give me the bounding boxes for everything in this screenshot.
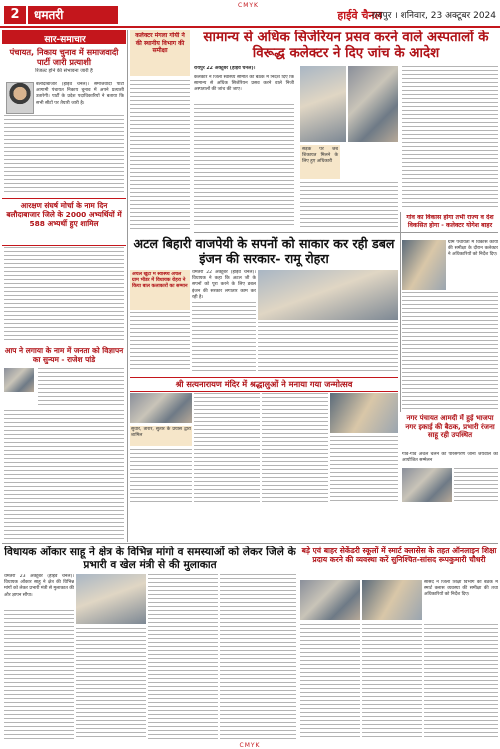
cmyk-mark: CMYK xyxy=(238,2,259,9)
dateline: रायपुर । शनिवार, 23 अक्टूबर 2024 xyxy=(371,11,496,21)
top-story-photo-b xyxy=(348,66,398,142)
second-story-side-title: अंचल खुटो में स्वास्थ्य अंचल ग्राम भीडर में विधायक रोहरा ने किया बाल कलाकारों का सम्मान xyxy=(132,272,188,290)
story2-headline: आरक्षण संघर्ष मोर्चा के नाम दिन बलौदाबाजार जिले के 2000 अभ्यर्थियों में 588 अभ्यर्थी हुए शामिल xyxy=(6,201,122,229)
side-story-photo xyxy=(402,240,446,290)
temple-text-lines-a xyxy=(194,393,260,503)
nagar-story-headline: नगर पंचायत आमदी में हुई भाजपा नगर इकाई की बैठक, प्रभारी रंजना साहू रही उपस्थित xyxy=(405,414,495,440)
top-story-text-lines-b xyxy=(300,182,398,228)
side-story-lead: ग्राम पंचायतों में विकास कार्यों की समीक्षा के दौरान कलेक्टर ने अधिकारियों को निर्देश दिए। xyxy=(448,240,498,258)
temple-banner: श्री सत्यनारायण मंदिर में श्रद्धालुओं ने मनाया गया जन्मोत्सव xyxy=(130,377,398,392)
page-number: 2 xyxy=(4,6,26,24)
bottom-story-text-lines-a xyxy=(4,610,74,740)
story3-text-lines-a xyxy=(38,368,124,408)
story1-sub: रिजल्ट होने की संभावना जारी है xyxy=(35,68,93,74)
footer-cmyk: CMYK xyxy=(239,742,261,749)
top-story-text-lines-a xyxy=(194,104,294,228)
masthead xyxy=(0,0,500,26)
story3-photo xyxy=(4,368,34,392)
story3-text-lines-b xyxy=(4,410,124,540)
temple-text-lines-b xyxy=(262,393,328,503)
brand-name: हाईवे चैनल xyxy=(337,9,382,22)
bottom-right-photo-b xyxy=(362,580,422,620)
second-story-text-lines-b xyxy=(192,302,256,374)
top-story-photo-a xyxy=(300,66,346,142)
bottom-rule xyxy=(2,543,498,544)
top-story-headline: सामान्य से अधिक सिजेरियन प्रसव करने वाले अस्पतालों के विरूद्ध कलेक्टर ने दिए जांच के आदेश xyxy=(203,30,489,61)
bottom-story-text-lines-b xyxy=(76,628,146,740)
bottom-right-headline: बड़े एवं बाहर सेकेंडरी स्कूलों में स्मार्ट क्लासेस के तहत ऑनलाइन शिक्षा प्रदाय करने की व्यवस्था करें सुनिश्चित-सांसद रूपकुमारी चौधरी xyxy=(301,546,497,565)
nagar-photo xyxy=(402,468,452,502)
bottom-story-text-lines-c xyxy=(148,574,218,740)
bottom-right-photo-a xyxy=(300,580,360,620)
mid-box-text-lines xyxy=(130,80,190,230)
bottom-story-photo xyxy=(76,574,146,624)
second-story-lead: धमतरी 22 अक्टूबर (हाईवे चैनल)। विधायक ने कहा कि अटल जी के सपनों को पूरा करने के लिए डबल इंजन की सरकार लगातार काम कर रही है। xyxy=(192,270,256,300)
bottom-story-lead: धमतरी 23 अक्टूबर (हाईवे चैनल)। विधायक ओंकार साहू ने क्षेत्र की विभिन्न मांगों को लेकर प्रभारी मंत्री से मुलाकात की और ज्ञापन सौंपा। xyxy=(4,574,74,598)
bottom-right-lead: सांसद ने जिला शिक्षा विभाग की बैठक में स्मार्ट क्लास व्यवस्था की समीक्षा की तथा अधिकारियों को निर्देश दिए। xyxy=(424,580,498,598)
story1-body: बलौदाबाजार (हाईवे चैनल)। समाजवादी पार्टी आगामी पंचायत निकाय चुनाव में अपने प्रत्याशी उतारेगी। पार्टी के प्रदेश पदाधिकारियों ने बताया कि सभी सीटों पर तैयारी जारी है। xyxy=(36,82,124,106)
side-story-rule xyxy=(400,212,401,412)
mid-box-headline: कलेक्टर मंगला गोयी ने की स्थानीय विभाग की समीक्षा xyxy=(135,32,185,55)
photo-caption: सड़क पर जब शिकायत मिलने के लिए हुए अधिकारी xyxy=(300,145,340,179)
story1-headline: पंचायत, निकाय चुनाव में समाजवादी पार्टी जारी प्रत्याशी xyxy=(9,47,119,67)
masthead-rule xyxy=(0,26,500,28)
second-story-headline: अटल बिहारी वाजपेयी के सपनों को साकार कर रही डबल इंजन की सरकार- रामू रोहरा xyxy=(133,236,395,267)
portrait-photo xyxy=(6,82,34,114)
bottom-story-headline: विधायक ओंकार साहू ने क्षेत्र के विभिन्न मांगो व समस्याओं को लेकर जिले के प्रभारी व खेल मंत्री से की मुलाकात xyxy=(4,546,296,571)
temple-photo xyxy=(130,393,192,423)
side-story-headline: गांव का विकास होगा तभी राज्य व देश विकसित होगा - कलेक्टर योगेश बाहर xyxy=(406,214,494,229)
sar-samachar-title: सार-समाचार xyxy=(44,35,86,45)
story3-headline: आप ने लगाया के नाम में जनता को विज्ञापन का सुन्यम - राजेश पांडे xyxy=(4,346,124,365)
nagar-story-sub: गांव-गांव अंचल चलने की परिसंगरण जाना जयवाल का आयोजित सम्मेलन xyxy=(402,452,498,464)
nagar-text-lines xyxy=(454,468,498,502)
top-story-text-lines-c xyxy=(402,66,498,210)
story2-text-lines xyxy=(4,247,124,343)
temple-text-lines-d xyxy=(130,449,192,503)
bottom-right-text-lines-a xyxy=(300,624,360,740)
second-story-text-lines-c xyxy=(258,322,398,374)
second-story-photo xyxy=(258,270,398,320)
top-story-lead: कलेक्टर ने जिला स्वास्थ्य समिति की बैठक में निर्देश दिए कि सामान्य से अधिक सिजेरियन प्रसव करने वाले निजी अस्पतालों की जांच की जाए। xyxy=(194,75,294,93)
top-story-rule xyxy=(194,232,498,233)
section-name: धमतरी xyxy=(28,6,118,24)
temple-text-lines-c xyxy=(330,436,398,502)
column-rule xyxy=(127,30,128,542)
side-story-text-lines xyxy=(402,292,498,410)
temple-photo-b xyxy=(330,393,398,433)
nagar-caption: सुधार, तारार, सुतार के प्रयास द्वारा शामिल xyxy=(130,426,192,446)
bottom-story-text-lines-d xyxy=(220,574,296,740)
bottom-right-text-lines-c xyxy=(424,624,498,740)
bottom-right-text-lines-b xyxy=(362,624,422,740)
top-story-dateline: रायपुर 22 अक्टूबर (हाईवे चैनल)। xyxy=(194,66,256,71)
second-story-text-lines-a xyxy=(130,312,190,372)
story1-text-lines xyxy=(4,115,124,195)
